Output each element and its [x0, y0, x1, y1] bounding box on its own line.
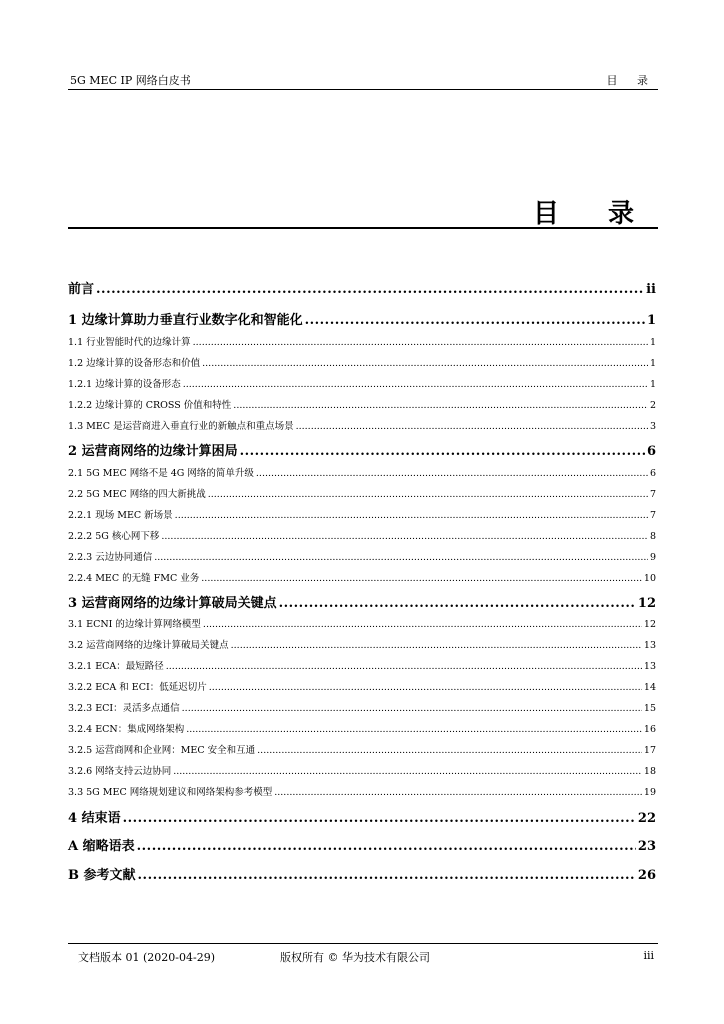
toc-leader: [202, 358, 648, 369]
toc-entry-page: 6: [646, 444, 656, 459]
toc-entry-text: 2.2.4 MEC 的无缝 FMC 业务: [68, 573, 200, 584]
toc-leader: [203, 619, 642, 630]
header-doc-title: 5G MEC IP 网络白皮书: [70, 74, 191, 87]
toc-leader: [233, 400, 648, 411]
toc-leader: [305, 313, 645, 328]
toc-leader: [96, 282, 644, 297]
toc-entry[interactable]: [68, 807, 656, 826]
toc-entry-text: 4 结束语: [68, 811, 121, 826]
toc-leader: [256, 468, 648, 479]
toc-entry[interactable]: [68, 528, 656, 542]
toc-entry[interactable]: [68, 486, 656, 500]
running-header: [68, 71, 658, 90]
toc-entry-page: 1: [649, 379, 656, 390]
toc-leader: [166, 661, 642, 672]
toc-entry-text: 1.2.1 边缘计算的设备形态: [68, 379, 181, 390]
toc-leader: [209, 682, 642, 693]
toc-entry-page: 26: [637, 868, 656, 883]
toc-leader: [183, 379, 648, 390]
toc-entry-text: 2.2.2 5G 核心网下移: [68, 531, 160, 542]
toc-leader: [173, 766, 642, 777]
toc-entry[interactable]: [68, 570, 656, 584]
toc-entry-page: 3: [649, 421, 656, 432]
toc-entry[interactable]: [68, 549, 656, 563]
toc-entry-text: A 缩略语表: [68, 839, 135, 854]
toc-leader: [175, 510, 648, 521]
toc-entry[interactable]: [68, 418, 656, 432]
toc-entry-page: 13: [643, 640, 656, 651]
toc-entry[interactable]: [68, 309, 656, 328]
toc-entry-text: 1 边缘计算助力垂直行业数字化和智能化: [68, 313, 303, 328]
toc-leader: [231, 640, 642, 651]
toc-entry-page: 14: [643, 682, 656, 693]
toc-entry-text: 1.1 行业智能时代的边缘计算: [68, 337, 191, 348]
toc-entry-page: 12: [643, 619, 656, 630]
toc-entry[interactable]: [68, 355, 656, 369]
footer-page-number: iii: [643, 949, 654, 962]
toc-entry[interactable]: [68, 278, 656, 297]
toc-entry-page: 17: [643, 745, 656, 756]
toc-leader: [154, 552, 648, 563]
header-section: 目 录: [606, 74, 656, 87]
toc-entry[interactable]: [68, 592, 656, 611]
toc-entry[interactable]: [68, 334, 656, 348]
toc-entry-page: 1: [646, 313, 656, 328]
toc-entry-page: ii: [646, 282, 656, 297]
toc-entry-page: 6: [649, 468, 656, 479]
toc-leader: [186, 724, 642, 735]
toc-entry-page: 1: [649, 358, 656, 369]
toc-entry-text: 3.2.4 ECN：集成网络架构: [68, 724, 185, 735]
toc-entry-text: 2.1 5G MEC 网络不是 4G 网络的简单升级: [68, 468, 254, 479]
toc-leader: [182, 703, 642, 714]
toc-entry-text: 3 运营商网络的边缘计算破局关键点: [68, 596, 277, 611]
toc-leader: [123, 811, 636, 826]
toc-entry-page: 18: [643, 766, 656, 777]
toc-entry[interactable]: [68, 742, 656, 756]
toc-entry[interactable]: [68, 507, 656, 521]
toc-leader: [138, 868, 636, 883]
toc-entry-text: 2.2.1 现场 MEC 新场景: [68, 510, 173, 521]
toc-entry-page: 10: [643, 573, 656, 584]
toc-entry-page: 7: [649, 510, 656, 521]
toc-leader: [161, 531, 648, 542]
toc-entry-text: 3.1 ECNI 的边缘计算网络模型: [68, 619, 201, 630]
toc-leader: [279, 596, 636, 611]
toc-entry[interactable]: [68, 700, 656, 714]
toc-entry-text: 2.2 5G MEC 网络的四大新挑战: [68, 489, 206, 500]
toc-leader: [296, 421, 648, 432]
toc-entry[interactable]: [68, 784, 656, 798]
toc-entry-text: 前言: [68, 282, 95, 297]
toc-entry[interactable]: [68, 679, 656, 693]
title-rule: [68, 227, 658, 229]
toc-entry-text: B 参考文献: [68, 868, 136, 883]
toc-entry-page: 16: [643, 724, 656, 735]
page-title: 目 录: [532, 199, 654, 229]
toc-leader: [137, 839, 636, 854]
toc-entry[interactable]: [68, 440, 656, 459]
toc-entry-text: 3.2.1 ECA：最短路径: [68, 661, 164, 672]
toc-entry-text: 2.2.3 云边协同通信: [68, 552, 153, 563]
toc-entry-page: 7: [649, 489, 656, 500]
toc-entry-page: 23: [637, 839, 656, 854]
toc-entry-text: 1.3 MEC 是运营商进入垂直行业的新触点和重点场景: [68, 421, 294, 432]
toc-entry[interactable]: [68, 658, 656, 672]
toc-leader: [208, 489, 648, 500]
toc-entry-page: 15: [643, 703, 656, 714]
toc-entry[interactable]: [68, 376, 656, 390]
toc-entry-page: 19: [643, 787, 656, 798]
footer-copyright: 版权所有 © 华为技术有限公司: [280, 951, 430, 964]
toc-leader: [193, 337, 648, 348]
toc-entry[interactable]: [68, 397, 656, 411]
toc-entry-text: 3.3 5G MEC 网络规划建议和网络架构参考模型: [68, 787, 273, 798]
toc-entry[interactable]: [68, 864, 656, 883]
page-footer: [68, 943, 658, 964]
toc-entry-page: 2: [649, 400, 656, 411]
toc-entry-text: 3.2.6 网络支持云边协同: [68, 766, 172, 777]
footer-version: 文档版本 01 (2020-04-29): [78, 951, 215, 964]
toc-entry-text: 2 运营商网络的边缘计算困局: [68, 444, 238, 459]
toc-entry-text: 3.2.2 ECA 和 ECI：低延迟切片: [68, 682, 207, 693]
toc-leader: [274, 787, 642, 798]
toc-leader: [257, 745, 642, 756]
toc-entry[interactable]: [68, 465, 656, 479]
toc-entry-text: 3.2.3 ECI：灵活多点通信: [68, 703, 180, 714]
toc-entry[interactable]: [68, 616, 656, 630]
toc-entry-page: 8: [649, 531, 656, 542]
toc-entry[interactable]: [68, 763, 656, 777]
toc-entry-text: 3.2 运营商网络的边缘计算破局关键点: [68, 640, 229, 651]
toc-entry-text: 1.2 边缘计算的设备形态和价值: [68, 358, 201, 369]
toc-entry-text: 1.2.2 边缘计算的 CROSS 价值和特性: [68, 400, 232, 411]
toc-entry-text: 3.2.5 运营商网和企业网：MEC 安全和互通: [68, 745, 256, 756]
toc-entry[interactable]: [68, 721, 656, 735]
toc-entry-page: 9: [649, 552, 656, 563]
toc-entry-page: 13: [643, 661, 656, 672]
toc-entry-page: 1: [649, 337, 656, 348]
toc-leader: [240, 444, 645, 459]
toc-entry[interactable]: [68, 637, 656, 651]
toc-entry-page: 22: [637, 811, 656, 826]
toc-entry-page: 12: [637, 596, 656, 611]
toc-entry[interactable]: [68, 835, 656, 854]
toc-leader: [201, 573, 642, 584]
